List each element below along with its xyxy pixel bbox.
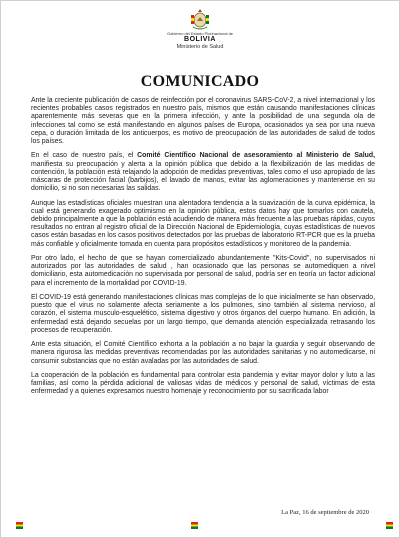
paragraph-4: Por otro lado, el hecho de que se hayan comercializado abundantemente "Kits-Covid", no supervisados ni autorizados por las autoridades de salud , han ocasionado que las personas se automediquen a nivel domiciliario, esta automedicación no supervisada por personal de salud, podría ser en teoría un factor adicional para el incremento de la mortalidad por COVID-19.: [31, 255, 375, 287]
country-name: BOLIVIA: [184, 36, 216, 43]
paragraph-1: Ante la creciente publicación de casos de reinfección por el coronavirus SARS-CoV-2, a nivel internacional y los recientes probables casos registrados en nuestro país, mismos que están causando manifestaciones clínicas aparentemente más severas que en la primera infección, y ante la posibilidad de una segunda ola de infecciones tal como se está manifestando en algunos países de Europa, ocasionados ya sea por una nueva cepa, o duración limitada de los anticuerpos, es motivo de preocupación de las autoridades de salud de todos los países.: [31, 97, 375, 146]
document-body: [1, 97, 399, 397]
ministry-name: Ministerio de Salud: [176, 44, 224, 50]
letterhead: [1, 1, 399, 71]
bolivia-flag-icon: [16, 522, 23, 529]
committee-name: Comité Científico Nacional de asesoramiento al Ministerio de Salud,: [137, 152, 375, 160]
bolivia-flag-icon: [386, 522, 393, 529]
paragraph-5: El COVID-19 está generando manifestaciones clínicas mas complejas de lo que inicialmente se han observado, puesto que el virus no solamente afecta seriamente a los pulmones, sino también al sistema nervioso, al corazón, el sistema musculo-esquelético, sistema digestivo y otros órganos del cuerpo humano. En adición, la enfermedad está dejando secuelas por un largo tiempo, que demanda atención especializada retrasando los procesos de recuperación.: [31, 294, 375, 334]
paragraph-2-suffix: manifiesta su preocupación y alerta a la opinión pública que debido a la flexibilización de las medidas de contención, la población está relajando la adopción de medidas preventivas, tales como el uso apropiado de las máscaras de protección facial (barbijos), el lavado de manos, evitar las aglomeraciones y mantenerse en su domicilio, si no son necesarias las salidas.: [31, 160, 375, 193]
paragraph-3: Aunque las estadísticas oficiales muestran una alentadora tendencia a la suavización de la curva epidémica, la cual está generando exagerado optimismo en la opinión pública, estos datos hay que tomarlos con cautela, debido principalmente a que la población está acudiendo de manera más frecuente a las pruebas rápidas, cuyos resultados no entran al registro oficial de la Dirección Nacional de Epidemiología, cuyas estadísticas de nuevos casos están basadas en los casos positivos detectados por las pruebas de laboratorio RT-PCR que es la prueba más confiable y oficialmente tomada en cuenta para propósitos estadísticos y monitoreo de la pandemia.: [31, 199, 375, 248]
paragraph-2: [31, 152, 375, 193]
bolivia-flag-icon: [191, 522, 198, 529]
paragraph-7: La cooperación de la población es fundamental para controlar esta pandemia y evitar mayor dolor y luto a las familias, así como la pérdida adicional de valiosas vidas de médicos y personal de salud, víctimas de esta enfermedad y a quienes expresamos nuestro homenaje y reconocimiento por su sacrificada labor: [31, 372, 375, 396]
footer-flags: [1, 519, 399, 529]
government-name: Gobierno del Estado Plurinacional de: [166, 31, 234, 36]
document-date: La Paz, 16 de septiembre de 2020: [281, 509, 369, 516]
document-title: COMUNICADO: [140, 73, 260, 90]
paragraph-6: Ante esta situación, el Comité Científico exhorta a la población a no bajar la guardia y seguir observando de manera rigurosa las medidas preventivas recomendadas por las autoridades sanitarias y no automedicarse, ni consumir substancias que no están avaladas por las autoridades de salud.: [31, 341, 375, 365]
paragraph-2-prefix: En el caso de nuestro país, el: [31, 152, 138, 160]
bolivia-coat-of-arms-icon: [187, 7, 213, 31]
